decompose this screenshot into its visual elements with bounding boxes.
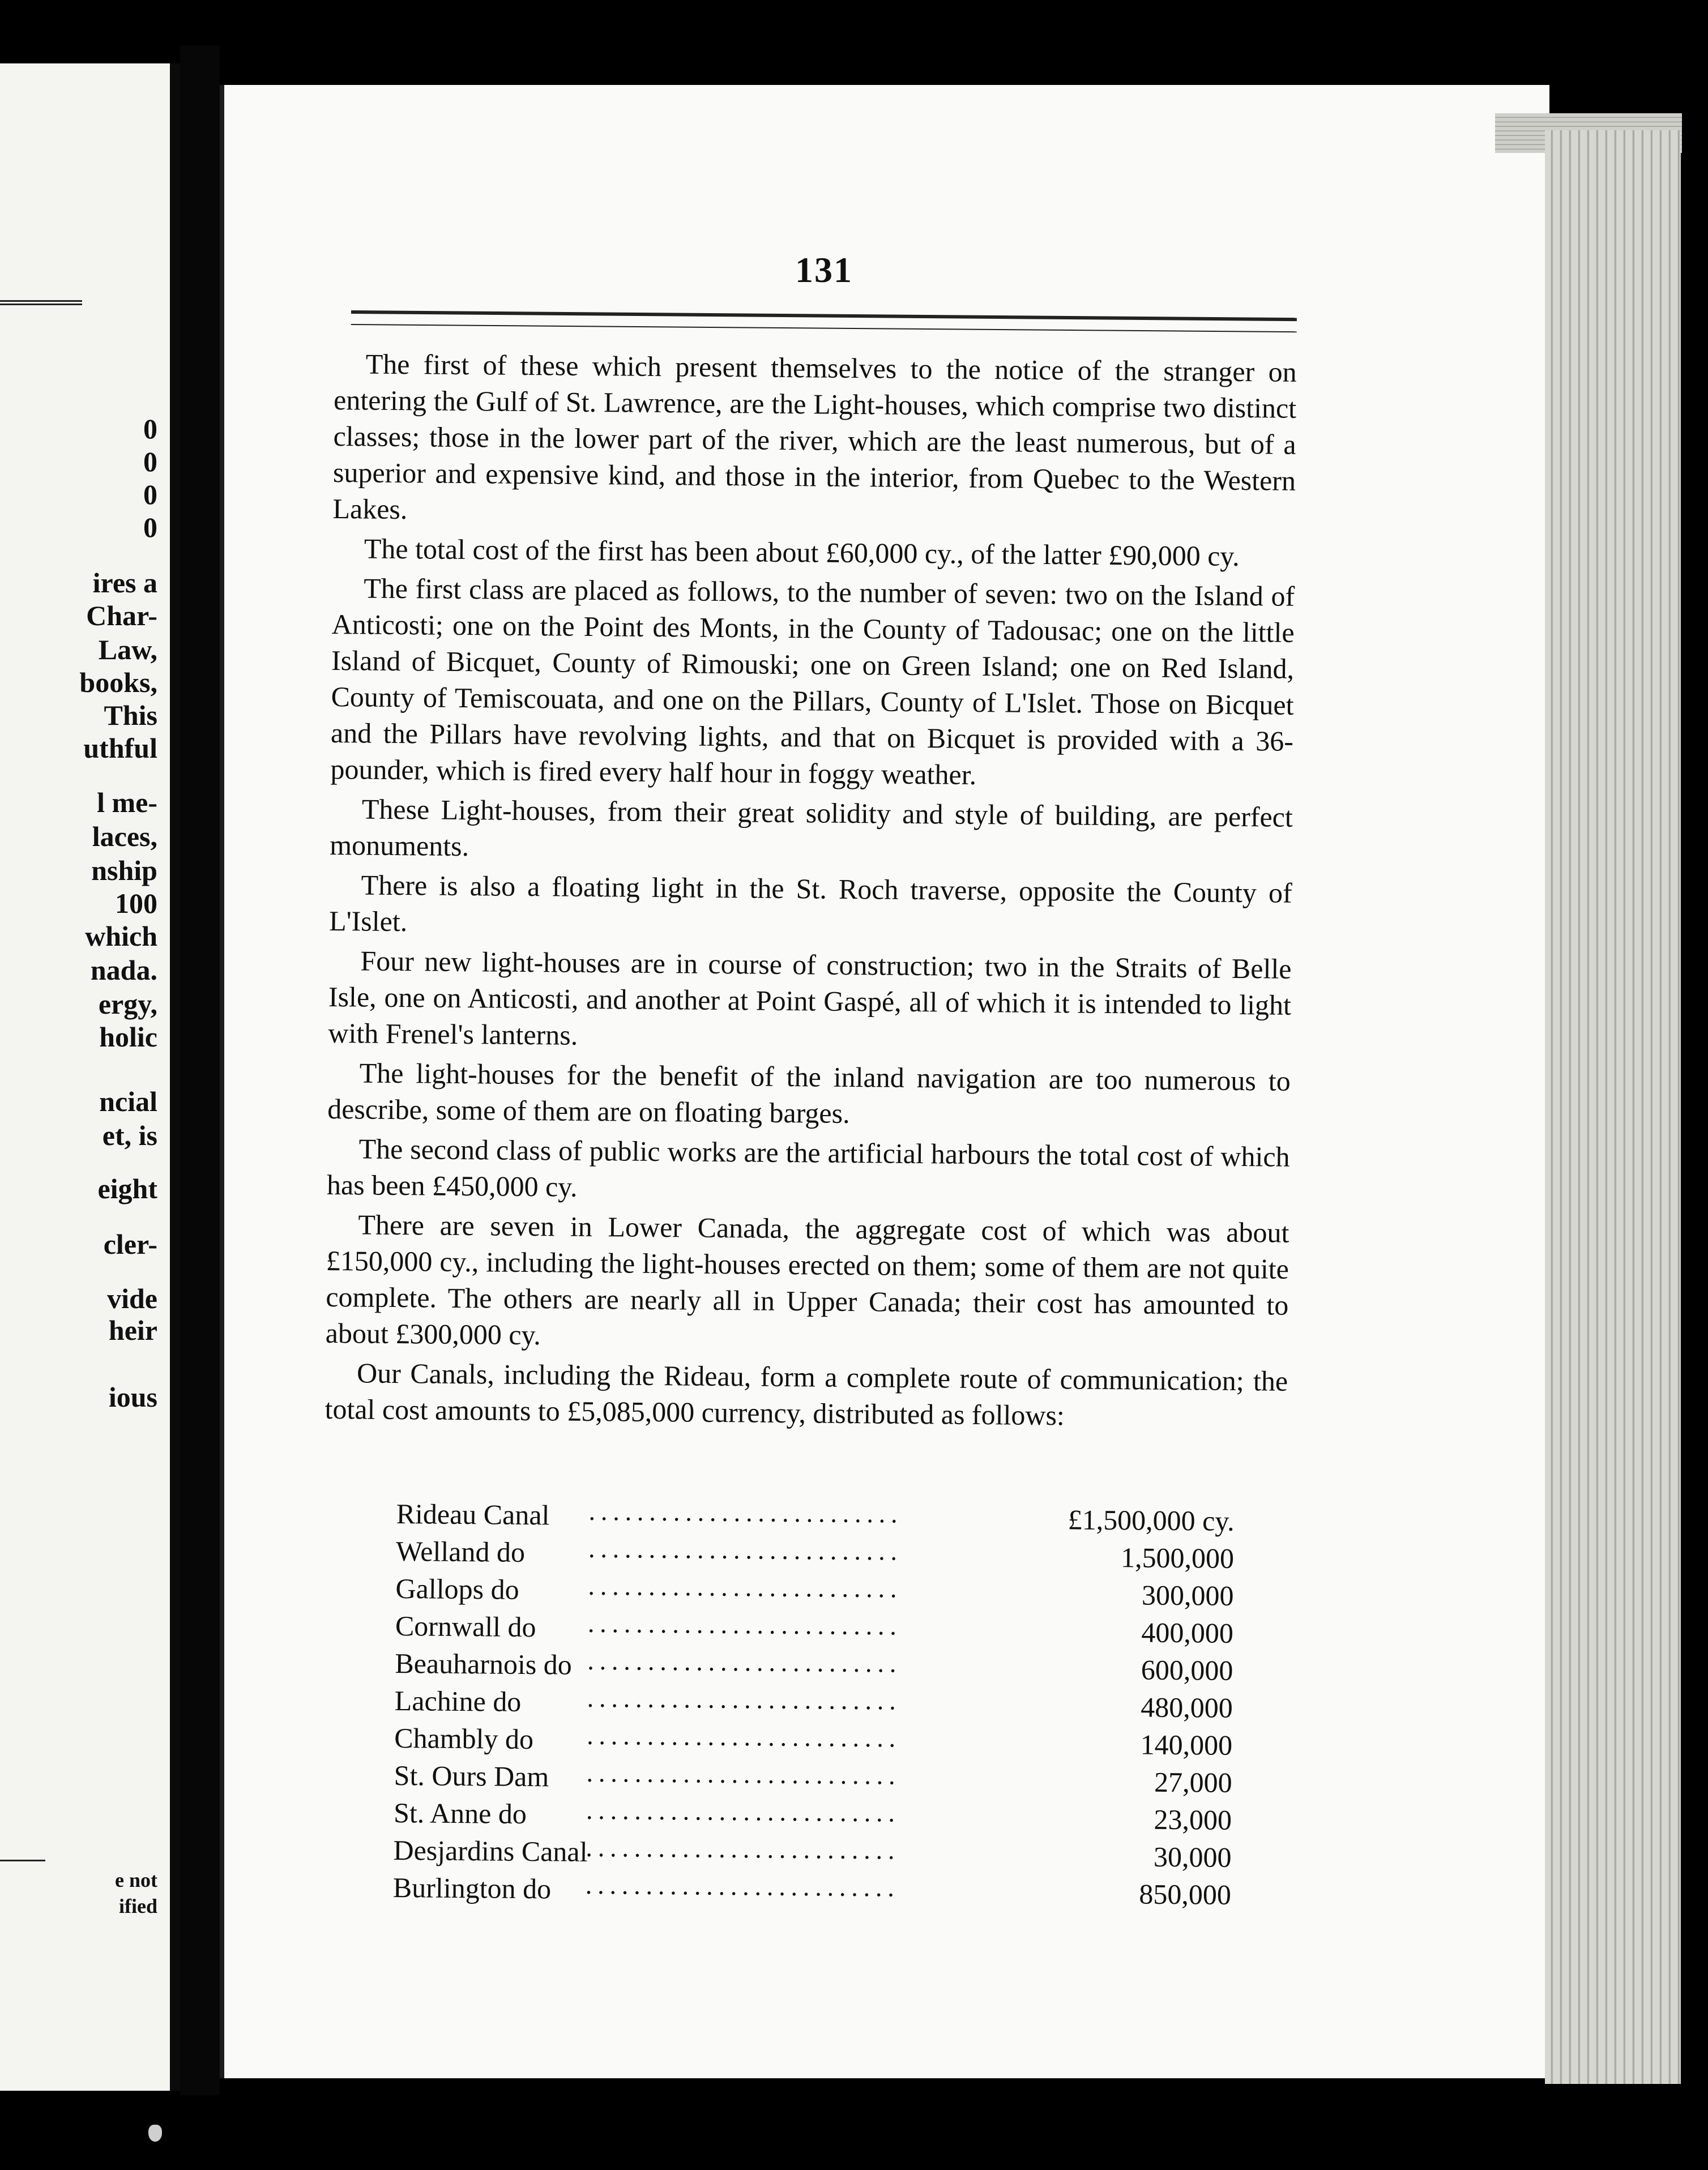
canal-name: Chambly do [394, 1722, 534, 1755]
left-page-line: 0 [143, 446, 157, 477]
canal-amount: 480,000 [1141, 1691, 1233, 1724]
left-page-line: et, is [102, 1120, 157, 1151]
canal-name: St. Anne do [393, 1796, 527, 1830]
left-page-line: l me- [97, 787, 157, 818]
leader-dots: ·························· [586, 1844, 900, 1869]
canal-amount: 400,000 [1141, 1616, 1234, 1649]
leader-dots: ·························· [587, 1732, 902, 1757]
canal-amount: £1,500,000 cy. [1068, 1503, 1235, 1537]
canal-cost-table [393, 1495, 1235, 1913]
paragraph: The light-houses for the benefit of the inland navigation are too numerous to describe, some of them are on floating barges. [327, 1057, 1291, 1129]
canal-amount: 600,000 [1141, 1654, 1233, 1686]
paragraph: There is also a floating light in the St. Roch traverse, opposite the County of L'Islet. [328, 869, 1292, 938]
paragraph: Four new light-houses are in course of construction; two in the Straits of Belle Isle, one on Anticosti, and another at Point Gaspé, all of which it is intended to light with Frenel's lanterns. [328, 945, 1292, 1051]
left-page-line: eight [97, 1173, 157, 1204]
left-page-line: This [104, 699, 157, 731]
canal-name: Beauharnois do [395, 1647, 573, 1681]
canal-name: Cornwall do [395, 1609, 536, 1643]
canal-name: Desjardins Canal [393, 1834, 588, 1868]
left-page-line: laces, [92, 821, 157, 852]
left-page-line: 0 [143, 413, 157, 445]
canal-name: Welland do [395, 1535, 526, 1568]
paragraph: The second class of public works are the artificial harbours the total cost of which has been £450,000 cy. [326, 1133, 1290, 1203]
canal-amount: 30,000 [1153, 1840, 1232, 1873]
page-number: 131 [795, 250, 853, 290]
canal-name: Gallops do [395, 1572, 519, 1605]
left-page-line: nada. [90, 954, 157, 986]
paragraph: Our Canals, including the Rideau, form a complete route of communication; the total cost amounts to £5,085,000 currency, distributed as follows: [324, 1357, 1288, 1432]
canal-amount: 27,000 [1154, 1766, 1232, 1799]
leader-dots: ·························· [586, 1807, 900, 1831]
canal-name: St. Ours Dam [394, 1759, 549, 1793]
page-edges [1545, 130, 1681, 2084]
canal-amount: 140,000 [1140, 1728, 1233, 1761]
canal-name: Rideau Canal [396, 1497, 550, 1531]
left-page-line: 100 [115, 887, 157, 919]
leader-dots: ·························· [588, 1545, 903, 1570]
left-page-footnote-rule [0, 1860, 45, 1861]
left-page-line: Char- [86, 600, 157, 631]
left-page-fragment [0, 63, 180, 2091]
leader-dots: ·························· [587, 1658, 902, 1682]
paragraph: The first class are placed as follows, to the number of seven: two on the Island of Anticosti; one on the Point des Monts, in the County of Tadousac; one on the little Island of Bicquet, County of Rimouski; one on Green Island; one on Red Island, County of Temiscouata, and one on the Pillars, County of L'Islet. Those on Bicquet and the Pillars have revolving lights, and that on Bicquet is provided with a 36-pounder, which is fired every half hour in foggy weather. [330, 572, 1295, 791]
left-page-rule [0, 300, 82, 305]
leader-dots: ·························· [588, 1583, 903, 1607]
left-page-line: ious [108, 1381, 157, 1413]
left-page-line: ncial [99, 1086, 157, 1117]
paragraph: The first of these which present themselves to the notice of the stranger on entering the Gulf of St. Lawrence, are the Light-houses, which comprise two distinct classes; those in the lower part of the river, which are the least numerous, but of a superior and expensive kind, and those in the interior, from Quebec to the Western Lakes. [332, 348, 1297, 526]
canal-amount: 1,500,000 [1120, 1541, 1235, 1574]
left-page-line: Law, [98, 634, 157, 665]
leader-dots: ·························· [585, 1882, 900, 1906]
paragraph: There are seven in Lower Canada, the aggregate cost of which was about £150,000 cy., including the light-houses erected on them; some of them are not quite complete. The others are nearly all in Upper Canada; their cost has amounted to about £300,000 cy. [325, 1208, 1289, 1351]
paragraph: These Light-houses, from their great solidity and style of building, are perfect monuments. [330, 793, 1293, 862]
left-page-line: 0 [143, 511, 157, 543]
paragraph: The total cost of the first has been about £60,000 cy., of the latter £90,000 cy. [364, 532, 1240, 572]
canal-name: Lachine do [394, 1684, 522, 1718]
left-page-line: 0 [143, 479, 157, 510]
left-page-line: which [85, 920, 157, 952]
left-page-line: heir [108, 1314, 157, 1346]
left-page-line: nship [91, 855, 157, 886]
scan-speck [148, 2125, 162, 2142]
page-body [324, 345, 1297, 1439]
canal-amount: 23,000 [1154, 1803, 1232, 1836]
leader-dots: ·························· [586, 1770, 901, 1794]
book-gutter [180, 45, 220, 2095]
left-page-footnote-line: ified [119, 1895, 157, 1917]
left-page-line: holic [99, 1021, 157, 1053]
canal-name: Burlington do [392, 1871, 552, 1905]
canal-amount: 300,000 [1141, 1579, 1234, 1612]
leader-dots: ·························· [587, 1620, 902, 1644]
left-page-line: books, [79, 667, 157, 698]
left-page-line: uthful [83, 732, 157, 764]
leader-dots: ·························· [588, 1508, 903, 1532]
left-page-line: ires a [92, 567, 157, 599]
canal-amount: 850,000 [1139, 1878, 1232, 1911]
left-page-line: vide [107, 1283, 157, 1314]
leader-dots: ·························· [587, 1695, 902, 1719]
left-page-footnote-line: e not [115, 1869, 157, 1891]
left-page-line: ergy, [98, 988, 157, 1020]
left-page-line: cler- [103, 1228, 157, 1260]
